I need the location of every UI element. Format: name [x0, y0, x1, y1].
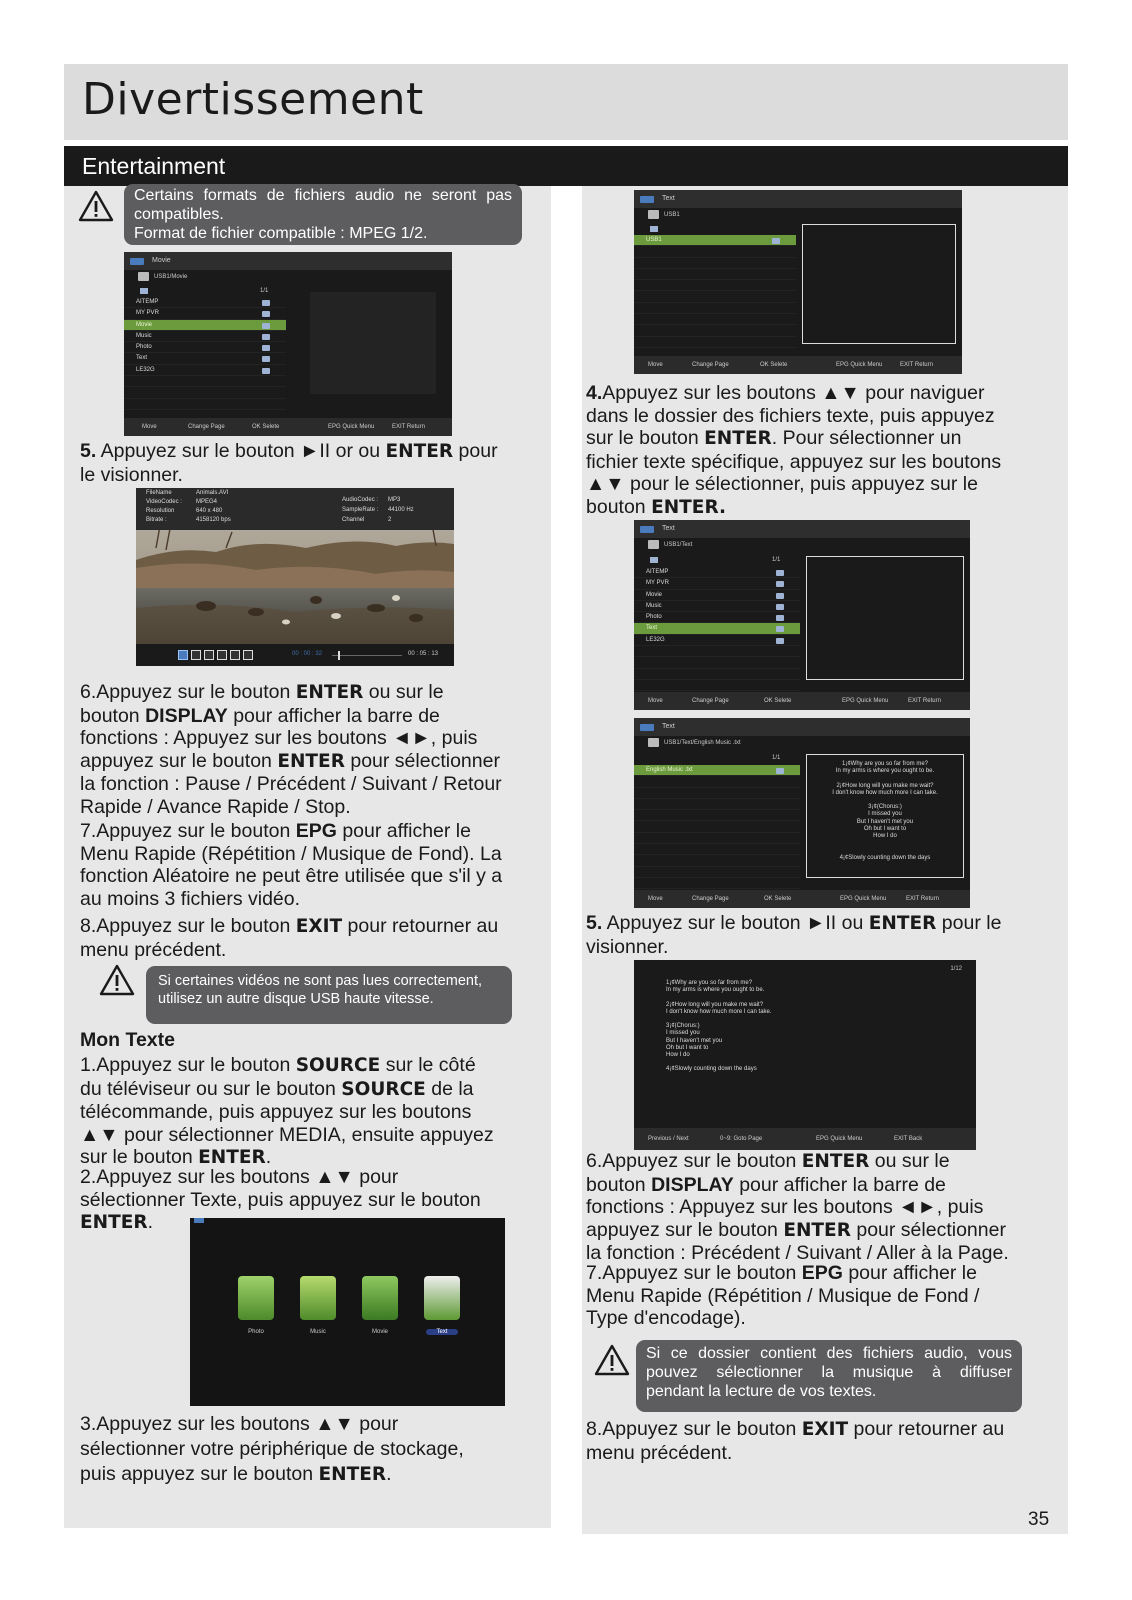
step-text: .	[265, 1146, 272, 1169]
movie-browser-screen	[124, 252, 452, 436]
list-item[interactable]	[634, 855, 800, 866]
screen-footer	[634, 692, 970, 710]
title-band	[64, 64, 1068, 140]
list-item[interactable]	[634, 680, 800, 691]
file-list	[124, 297, 286, 410]
screen-title-bar	[124, 252, 452, 270]
progress-track[interactable]	[332, 655, 402, 656]
note-line: Si ce dossier contient des fichiers audio, vous	[646, 1345, 1012, 1362]
step-text: sur le bouton	[586, 427, 705, 450]
step-text: dans le dossier des fichiers texte, puis appuyez	[586, 404, 995, 427]
list-item[interactable]	[634, 657, 800, 668]
screen-title-bar	[634, 520, 970, 538]
display-key: DISPLAY	[651, 1173, 734, 1196]
folder-icon	[776, 593, 784, 599]
total-time: 00 : 05 : 13	[408, 651, 439, 657]
warning-icon	[594, 1344, 630, 1376]
usb-speed-note	[146, 966, 512, 1024]
list-item[interactable]	[634, 669, 800, 680]
screen-footer	[634, 356, 962, 374]
source-key: SOURCE	[341, 1078, 426, 1100]
text-reader-screen	[634, 960, 976, 1150]
preview-pane	[806, 556, 964, 680]
right-step8	[586, 1418, 1036, 1464]
playback-controls	[136, 644, 454, 666]
step-text: puis appuyez sur le bouton	[80, 1463, 319, 1485]
preview-pane	[802, 224, 956, 344]
epg-key: EPG	[295, 820, 337, 842]
preview-pane	[806, 754, 964, 878]
step-text: 3.Appuyez sur les boutons ▲▼ pour	[80, 1413, 399, 1435]
info-value: 44100 Hz	[388, 507, 414, 513]
list-item[interactable]: Photo	[124, 342, 286, 353]
step-text: 6.Appuyez sur le bouton	[586, 1150, 802, 1172]
text-file-screen	[634, 718, 970, 908]
step-text: ou sur le	[363, 681, 444, 703]
audio-background-note	[636, 1340, 1022, 1412]
step-text: pour sélectionner	[344, 749, 500, 772]
movie-label: Movie	[371, 1329, 388, 1335]
right-step7	[586, 1262, 1036, 1330]
list-item[interactable]	[634, 821, 800, 832]
footer-exit: EXIT Return	[900, 362, 933, 368]
info-value: MPEG4	[196, 499, 218, 505]
step-number: 5.	[586, 912, 603, 934]
text-tile-icon[interactable]	[424, 1276, 460, 1320]
step-text: fonctions : Appuyez sur les boutons ◄►, puis	[80, 727, 478, 750]
step-text: Menu Rapide (Répétition / Musique de Fond /	[586, 1284, 980, 1307]
list-item[interactable]: Text	[634, 623, 800, 634]
right-step4	[586, 382, 1036, 520]
page-counter: 1/12	[950, 966, 962, 972]
list-item[interactable]: Music	[634, 601, 800, 612]
list-item[interactable]	[634, 325, 796, 336]
previous-button[interactable]	[191, 650, 201, 660]
page-counter: 1/1	[772, 755, 781, 761]
list-item[interactable]	[634, 867, 800, 878]
step-text: au moins 3 fichiers vidéo.	[80, 887, 301, 910]
photo-label: Photo	[248, 1329, 264, 1335]
page-number: 35	[1028, 1509, 1050, 1530]
warning-icon	[78, 190, 114, 222]
note-line: pouvez sélectionner la musique à diffuser	[646, 1364, 1012, 1381]
enter-key: ENTER	[801, 1151, 870, 1172]
step-text: sur le côté	[380, 1054, 476, 1076]
step-text: 7.Appuyez sur le bouton	[586, 1262, 802, 1284]
page-title: Divertissement	[82, 74, 424, 125]
note-line: Certains formats de fichiers audio ne seront pas	[134, 187, 512, 204]
mon-texte-step1	[80, 1054, 530, 1170]
folder-icon	[776, 615, 784, 621]
info-label: Channel	[342, 517, 365, 523]
list-item[interactable]	[634, 646, 800, 657]
step-text: Rapide / Avance Rapide / Stop.	[80, 795, 351, 818]
step-text: pour retourner au	[342, 915, 499, 937]
list-item[interactable]	[634, 788, 800, 799]
info-label: Bitrate :	[146, 517, 167, 523]
folder-icon	[262, 345, 270, 351]
info-value: Animals.AVI	[196, 490, 229, 496]
note-line: Format de fichier compatible : MPEG 1/2.	[134, 225, 428, 242]
list-item[interactable]: MY PVR	[124, 308, 286, 319]
mon-texte-heading: Mon Texte	[80, 1029, 175, 1051]
step-text: la fonction : Pause / Précédent / Suivant / Retour	[80, 773, 502, 796]
list-item[interactable]: Movie	[634, 590, 800, 601]
list-item[interactable]: Text	[124, 353, 286, 364]
enter-key: ENTER	[385, 441, 454, 462]
footer-epg: EPG Quick Menu	[842, 698, 889, 704]
footer-change-page: Change Page	[188, 424, 225, 430]
media-icon	[130, 258, 144, 265]
info-label: SampleRate :	[342, 507, 379, 513]
folder-icon	[776, 570, 784, 576]
progress-knob[interactable]	[338, 651, 340, 660]
list-item[interactable]	[634, 303, 796, 314]
folder-icon	[262, 334, 270, 340]
note-line: Si certaines vidéos ne sont pas lues correctement,	[158, 973, 482, 989]
list-item[interactable]: Music	[124, 331, 286, 342]
exit-key: EXIT	[801, 1419, 849, 1440]
list-item[interactable]	[124, 399, 286, 410]
screen-footer	[634, 1128, 976, 1150]
media-menu-screen	[190, 1218, 505, 1406]
screen-title-bar	[634, 190, 962, 208]
list-item[interactable]	[634, 833, 800, 844]
footer-exit: EXIT Return	[908, 698, 941, 704]
fast-forward-button[interactable]	[230, 650, 240, 660]
music-label: Music	[310, 1329, 326, 1335]
step-text: . Pour sélectionner un	[771, 427, 962, 450]
step-text: 7.Appuyez sur le bouton	[80, 820, 296, 842]
list-item[interactable]: AITEMP	[634, 567, 800, 578]
folder-icon	[776, 626, 784, 632]
list-item[interactable]: AITEMP	[124, 297, 286, 308]
list-item[interactable]: USB1	[634, 235, 796, 246]
step-text: sélectionner Texte, puis appuyez sur le bouton	[80, 1188, 481, 1211]
footer-exit: EXIT Return	[906, 896, 939, 902]
page-counter: 1/1	[260, 288, 269, 294]
info-label: AudioCodec :	[342, 497, 379, 503]
file-list	[634, 765, 800, 889]
folder-path: USB1	[648, 212, 680, 218]
list-item[interactable]	[634, 844, 800, 855]
epg-key: EPG	[801, 1262, 843, 1284]
screen-title: Movie	[152, 257, 171, 264]
footer-epg: EPG Quick Menu	[840, 896, 887, 902]
list-item[interactable]	[634, 810, 800, 821]
enter-key: ENTER.	[651, 496, 727, 518]
step-text: Menu Rapide (Répétition / Musique de Fond). La	[80, 842, 502, 865]
list-item[interactable]: LE32G	[124, 365, 286, 376]
source-key: SOURCE	[295, 1055, 381, 1076]
text-content: 1¡¢Why are you so far from me? In my arms is where you ought to be. 2¡¢How long will you make me wait? I don't know how much more I can take. 3¡¢(Chorus:) I missed you But I haven't met you Oh but I want to How I do 4¡¢Slowly counting down the days	[666, 980, 772, 1073]
list-item[interactable]	[634, 799, 800, 810]
page-counter: 1/1	[772, 557, 781, 563]
info-value: 4158120 bps	[196, 517, 231, 523]
left-step6	[80, 681, 530, 819]
info-label: Resolution	[146, 508, 175, 514]
list-item[interactable]	[634, 280, 796, 291]
note-line: compatibles.	[134, 206, 224, 223]
list-item[interactable]	[634, 337, 796, 348]
folder-path: USB1/Text/English Music .txt	[648, 740, 741, 746]
info-label: VideoCodec :	[146, 499, 182, 505]
list-item[interactable]: Photo	[634, 612, 800, 623]
warning-icon	[99, 964, 135, 996]
list-item[interactable]: English Music .txt	[634, 765, 800, 776]
folder-icon	[262, 323, 270, 329]
step-text: sur le bouton	[80, 1146, 199, 1169]
footer-change-page: Change Page	[692, 362, 729, 368]
left-step7	[80, 820, 530, 910]
step-text: de la	[425, 1077, 474, 1100]
exit-key: EXIT	[295, 916, 343, 937]
pause-button[interactable]	[178, 650, 188, 660]
rewind-button[interactable]	[217, 650, 227, 660]
step-text: Appuyez sur le bouton ►II ou	[606, 912, 869, 934]
step-text: menu précédent.	[80, 938, 227, 961]
media-icon	[194, 1218, 204, 1223]
list-item[interactable]: LE32G	[634, 635, 800, 646]
footer-select: OK Selete	[760, 362, 788, 368]
step-text: bouton	[586, 495, 652, 518]
step-text: fonctions : Appuyez sur les boutons ◄►, puis	[586, 1196, 984, 1219]
audio-format-note	[124, 184, 522, 245]
footer-exit: EXIT Return	[392, 424, 425, 430]
step-text: pour sélectionner	[850, 1218, 1006, 1241]
text-label: Text	[426, 1329, 458, 1335]
screen-title: Text	[662, 195, 675, 202]
footer-epg: EPG Quick Menu	[816, 1136, 863, 1142]
file-list	[634, 567, 800, 691]
text-usb-screen	[634, 190, 962, 374]
footer-move: Move	[648, 362, 663, 368]
list-item[interactable]: MY PVR	[634, 578, 800, 589]
screen-footer	[634, 890, 970, 908]
note-line: utilisez un autre disque USB haute vitesse.	[158, 991, 434, 1007]
footer-move: Move	[648, 896, 663, 902]
step-text: pour afficher le	[336, 820, 471, 842]
step-text: télécommande, puis appuyez sur les boutons	[80, 1101, 472, 1124]
right-step5	[586, 912, 1036, 958]
step-text: pour retourner au	[848, 1418, 1005, 1440]
list-item[interactable]	[634, 776, 800, 787]
step-text: Type d'encodage).	[586, 1307, 746, 1330]
enter-key: ENTER	[198, 1147, 266, 1169]
photo-tile-icon[interactable]	[238, 1276, 274, 1320]
folder-icon	[776, 604, 784, 610]
screen-title-bar	[634, 718, 970, 736]
folder-icon	[776, 768, 784, 774]
section-header	[64, 146, 1068, 186]
preview-pane	[310, 292, 436, 394]
step-text: ▲▼ pour sélectionner MEDIA, ensuite appuyez	[80, 1123, 494, 1146]
step-text: .	[386, 1463, 392, 1485]
folder-icon	[772, 238, 780, 244]
lyrics-preview: 1¡¢Why are you so far from me? In my arms is where you ought to be. 2¡¢How long will you make me wait? I don't know how much more I can take. 3¡¢(Chorus:) I missed you But I haven't met you Oh but I want to How I do 4¡¢Slowly counting down the days	[832, 761, 938, 861]
next-button[interactable]	[204, 650, 214, 660]
step-text: Appuyez sur le bouton ►II or ou	[100, 440, 386, 462]
step-text: sélectionner votre périphérique de stockage,	[80, 1438, 464, 1460]
step-text: bouton	[586, 1173, 652, 1196]
screen-title: Text	[662, 723, 675, 730]
step-text: le visionner.	[80, 463, 183, 486]
step-text: fichier texte spécifique, appuyez sur les boutons	[586, 450, 1002, 473]
list-item[interactable]	[634, 878, 800, 889]
folder-icon	[776, 638, 784, 644]
media-icon	[640, 724, 654, 731]
left-step5	[80, 440, 530, 486]
folder-icon	[262, 300, 270, 306]
step-text: ▲▼ pour le sélectionner, puis appuyez sur le	[586, 473, 978, 496]
movie-tile-icon[interactable]	[362, 1276, 398, 1320]
note-line: pendant la lecture de vos textes.	[646, 1383, 877, 1400]
enter-key: ENTER	[783, 1219, 851, 1241]
enter-key: ENTER	[704, 428, 772, 450]
step-text: pour	[453, 440, 498, 462]
footer-back: EXIT Back	[894, 1136, 923, 1142]
step-text: pour afficher la barre de	[733, 1173, 946, 1196]
right-step6	[586, 1150, 1046, 1265]
list-item[interactable]	[634, 246, 796, 257]
enter-key: ENTER	[318, 1464, 387, 1485]
left-step8	[80, 915, 530, 961]
step-text: appuyez sur le bouton	[586, 1218, 784, 1241]
step-text: pour afficher la barre de	[227, 704, 440, 727]
enter-key: ENTER	[80, 1212, 148, 1234]
music-tile-icon[interactable]	[300, 1276, 336, 1320]
folder-path: USB1/Text	[648, 542, 692, 548]
footer-prev-next: Previous / Next	[648, 1136, 689, 1142]
step-text: la fonction : Précédent / Suivant / Aller à la Page.	[586, 1242, 1009, 1265]
footer-select: OK Selete	[252, 424, 280, 430]
info-label: FileName	[146, 490, 172, 496]
step-text: 2.Appuyez sur les boutons ▲▼ pour	[80, 1166, 399, 1188]
folder-path: USB1/Movie	[138, 274, 187, 280]
current-time: 00 : 00 : 32	[292, 651, 323, 657]
text-folder-screen	[634, 520, 970, 710]
enter-key: ENTER	[295, 682, 364, 703]
step-text: 1.Appuyez sur le bouton	[80, 1054, 296, 1076]
step-text: pour le	[936, 912, 1002, 934]
enter-key: ENTER	[277, 750, 345, 772]
step-text: du téléviseur ou sur le bouton	[80, 1077, 342, 1100]
screen-title: Text	[662, 525, 675, 532]
enter-key: ENTER	[868, 913, 937, 934]
list-item[interactable]	[124, 387, 286, 398]
media-icon	[640, 526, 654, 533]
footer-change-page: Change Page	[692, 698, 729, 704]
info-value: 2	[388, 517, 392, 523]
file-list	[634, 235, 796, 348]
step-text: visionner.	[586, 935, 669, 958]
step-number: 4.	[586, 382, 603, 404]
list-item[interactable]	[634, 258, 796, 269]
step-text: menu précédent.	[586, 1441, 733, 1464]
step-text: Appuyez sur les boutons ▲▼ pour naviguer	[602, 382, 985, 404]
footer-move: Move	[648, 698, 663, 704]
video-info-panel	[136, 488, 454, 530]
footer-select: OK Selete	[764, 896, 792, 902]
footer-select: OK Selete	[764, 698, 792, 704]
step-text: bouton	[80, 704, 146, 727]
step-text: 8.Appuyez sur le bouton	[586, 1418, 802, 1440]
step-text: 6.Appuyez sur le bouton	[80, 681, 296, 703]
up-folder-icon[interactable]	[140, 288, 148, 294]
footer-change-page: Change Page	[692, 896, 729, 902]
video-player-screen	[136, 488, 454, 666]
step-text: ou sur le	[869, 1150, 950, 1172]
list-item[interactable]	[634, 314, 796, 325]
step-text: .	[147, 1211, 154, 1234]
list-item[interactable]	[634, 291, 796, 302]
up-folder-icon[interactable]	[650, 226, 658, 232]
folder-icon	[262, 368, 270, 374]
step-text: appuyez sur le bouton	[80, 749, 278, 772]
list-item[interactable]	[124, 376, 286, 387]
info-value: 640 x 480	[196, 508, 223, 514]
media-icon	[640, 196, 654, 203]
screen-footer	[124, 418, 452, 436]
footer-epg: EPG Quick Menu	[328, 424, 375, 430]
list-item[interactable]	[634, 269, 796, 280]
step-text: 8.Appuyez sur le bouton	[80, 915, 296, 937]
footer-goto-page: 0~9: Goto Page	[720, 1136, 763, 1142]
folder-icon	[262, 311, 270, 317]
display-key: DISPLAY	[145, 704, 228, 727]
footer-epg: EPG Quick Menu	[836, 362, 883, 368]
folder-icon	[776, 581, 784, 587]
step-text: pour afficher le	[842, 1262, 977, 1284]
stop-button[interactable]	[243, 650, 253, 660]
folder-icon	[262, 356, 270, 362]
step-text: fonction Aléatoire ne peut être utilisée que s'il y a	[80, 865, 503, 888]
mon-texte-step3	[80, 1412, 530, 1487]
footer-move: Move	[142, 424, 157, 430]
step-number: 5.	[80, 440, 97, 462]
info-value: MP3	[388, 497, 401, 503]
section-title: Entertainment	[82, 153, 226, 179]
list-item[interactable]: Movie	[124, 320, 286, 331]
up-folder-icon[interactable]	[650, 557, 658, 563]
